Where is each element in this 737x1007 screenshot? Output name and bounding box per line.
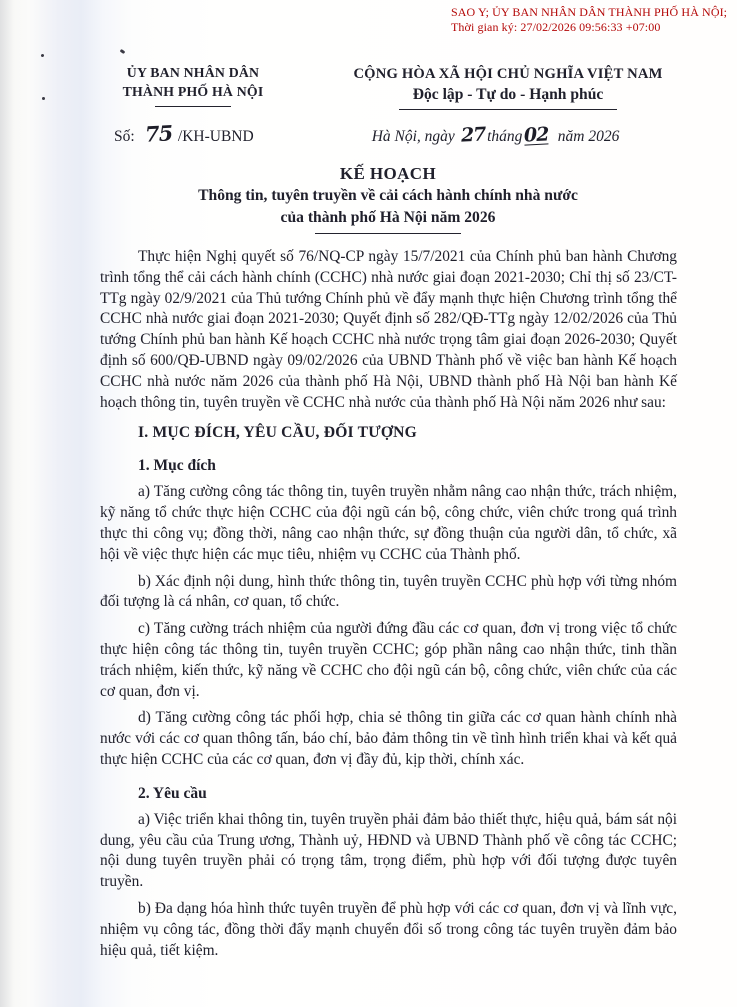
paragraph-1a: a) Tăng cường công tác thông tin, tuyên truyền nhằm nâng cao nhận thức, trách nhiệm, kỹ năng tổ chức thực hiện CCHC của đội ngũ cán bộ, công chức, viên chức trong quá trình thực thi công vụ; đồng thời, nâng cao nhận thức, sự đồng thuận của người dân, tổ chức, xã hội về việc thực hiện các mục tiêu, nhiệm vụ CCHC của Thành phố. — [100, 483, 677, 563]
date-day-handwritten: 27 — [460, 123, 486, 147]
motto-underline — [399, 109, 617, 110]
number-suffix: /KH-UBND — [177, 128, 254, 145]
national-motto-block — [340, 64, 676, 110]
national-title: CỘNG HÒA XÃ HỘI CHỦ NGHĨA VIỆT NAM — [353, 66, 663, 82]
issuer-underline — [155, 106, 231, 107]
section-1-heading: I. MỤC ĐÍCH, YÊU CẦU, ĐỐI TƯỢNG — [138, 424, 417, 442]
intro-paragraph: Thực hiện Nghị quyết số 76/NQ-CP ngày 15/7/2021 của Chính phủ ban hành Chương trình tổng thể cải cách hành chính (CCHC) nhà nước giai đoạn 2021-2030; Chỉ thị số 23/CT-TTg ngày 02/9/2021 của Thủ tướng Chính phủ về đẩy mạnh thực hiện Chương trình tổng thể CCHC nhà nước giai đoạn 2021-2030; Quyết định số 282/QĐ-TTg ngày 12/02/2026 của Thủ tướng Chính phủ ban hành Kế hoạch CCHC nhà nước trọng tâm giai đoạn 2026-2030; Quyết định số 600/QĐ-UBND ngày 09/02/2026 của UBND Thành phố về việc ban hành Kế hoạch CCHC nhà nước năm 2026 của thành phố Hà Nội, UBND thành phố Hà Nội ban hành Kế hoạch thông tin, tuyên truyền về CCHC nhà nước của thành phố Hà Nội năm 2026 như sau: — [100, 248, 677, 411]
issuing-agency-block — [60, 64, 326, 110]
subsection-1-heading: 1. Mục đích — [138, 457, 216, 475]
document-body — [100, 247, 677, 961]
issuing-agency-line1: ỦY BAN NHÂN DÂN — [126, 65, 260, 80]
issuing-agency-line2: THÀNH PHỐ HÀ NỘI — [122, 83, 264, 99]
digital-signature-stamp — [451, 5, 737, 35]
date-month-handwritten: 02 — [523, 123, 550, 147]
national-motto: Độc lập - Tự do - Hạnh phúc — [412, 86, 604, 103]
document-meta-row — [0, 120, 737, 147]
date-post: năm 2026 — [557, 128, 620, 145]
place-and-date — [371, 123, 620, 147]
stamp-line-1: SAO Y; ỦY BAN NHÂN DÂN THÀNH PHỐ HÀ NỘI; — [451, 5, 728, 19]
number-prefix: Số: — [114, 128, 135, 145]
date-pre: Hà Nội, ngày — [371, 128, 455, 145]
scan-artifact — [42, 97, 45, 100]
paragraph-1c: c) Tăng cường trách nhiệm của người đứng đầu các cơ quan, đơn vị trong việc tổ chức thực hiện công tác thông tin, tuyên truyền CCHC; góp phần nâng cao nhận thức, tinh thần trách nhiệm, kiến thức, kỹ năng về CCHC cho đội ngũ cán bộ, công chức, viên chức của các cơ quan, đơn vị. — [100, 620, 677, 700]
title-underline — [315, 233, 461, 234]
number-handwritten: 75 — [144, 120, 173, 147]
document-type-title: KẾ HOẠCH — [339, 164, 437, 183]
subsection-2-heading: 2. Yêu cầu — [138, 784, 207, 802]
document-number — [114, 120, 254, 147]
paragraph-1d: d) Tăng cường công tác phối hợp, chia sẻ thông tin giữa các cơ quan hành chính nhà nước với các cơ quan thông tấn, báo chí, bảo đảm thông tin về tình hình triển khai và kết quả thực hiện CCHC của các cơ quan, đơn vị đầy đủ, kịp thời, chính xác. — [100, 709, 677, 768]
paragraph-2a: a) Việc triển khai thông tin, tuyên truyền phải đảm bảo thiết thực, hiệu quả, bám sát nội dung, yêu cầu của Trung ương, Thành uỷ, HĐND và UBND Thành phố về công tác CCHC; nội dung tuyên truyền phải có trọng tâm, trọng điểm, phù hợp với đối tượng được tuyên truyền. — [100, 810, 677, 891]
paragraph-2b: b) Đa dạng hóa hình thức tuyên truyền để phù hợp với các cơ quan, đơn vị và lĩnh vực, nhiệm vụ công tác, đồng thời đẩy mạnh chuyển đổi số trong công tác tuyên truyền đảm bảo hiệu quả, tiết kiệm. — [100, 899, 677, 959]
document-title-block — [100, 162, 676, 234]
date-mid: tháng — [487, 128, 523, 145]
document-subject-line2: của thành phố Hà Nội năm 2026 — [280, 208, 496, 226]
paragraph-1b: b) Xác định nội dung, hình thức thông tin, tuyên truyền CCHC phù hợp với từng nhóm đối tượng là cá nhân, cơ quan, tổ chức. — [100, 572, 677, 611]
stamp-line-2: Thời gian ký: 27/02/2026 09:56:33 +07:00 — [451, 19, 661, 34]
document-subject-line1: Thông tin, tuyên truyền về cải cách hành chính nhà nước — [198, 187, 578, 204]
page-edge-shadow — [0, 0, 14, 1007]
